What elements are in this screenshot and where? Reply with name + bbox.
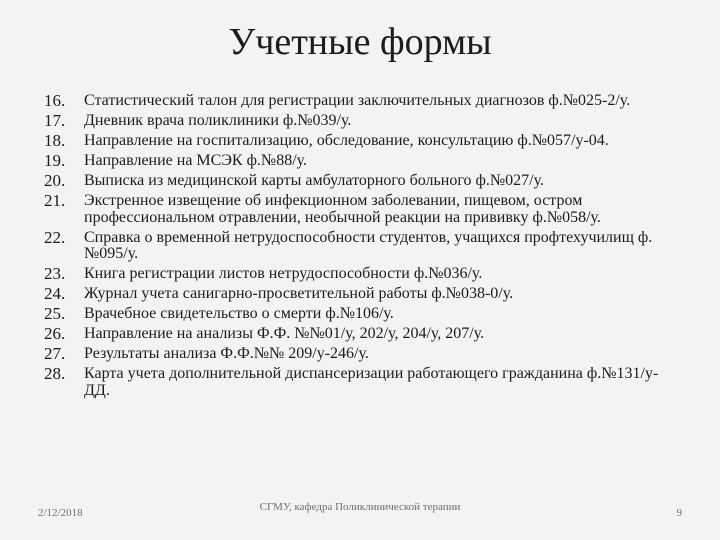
item-number: 26. — [44, 324, 66, 344]
list-item — [44, 286, 684, 303]
item-number: 19. — [44, 150, 66, 170]
item-number: 25. — [44, 304, 66, 324]
list-item — [44, 150, 684, 170]
item-text: Направление на МСЭК ф.№88/у. — [84, 151, 308, 169]
slide-title: Учетные формы — [228, 21, 492, 63]
item-text: Направление на анализы Ф.Ф. №№01/у, 202/у, 204/у, 207/у. — [84, 325, 485, 343]
list-item — [44, 326, 684, 343]
item-number: 27. — [44, 344, 66, 364]
item-text: Книга регистрации листов нетрудоспособности ф.№036/у. — [84, 265, 483, 283]
item-number: 17. — [44, 110, 66, 130]
item-text: Направление на госпитализацию, обследование, консультацию ф.№057/у-04. — [84, 131, 609, 149]
item-number: 24. — [44, 284, 66, 304]
item-number: 20. — [44, 170, 66, 190]
item-number: 21. — [44, 190, 66, 210]
list-item — [44, 227, 684, 263]
forms-list — [44, 93, 684, 403]
item-text: Дневник врача поликлиники ф.№039/у. — [84, 111, 352, 129]
item-number: 16. — [44, 91, 66, 110]
footer-department: СГМУ, кафедра Поликлинической терапии — [259, 501, 461, 513]
list-item — [44, 366, 684, 399]
list-item — [44, 190, 684, 226]
item-text: Результаты анализа Ф.Ф.№№ 209/у-246/у. — [84, 345, 369, 363]
item-text: Статистический талон для регистрации заключительных диагнозов ф.№025-2/у. — [84, 92, 631, 109]
list-item — [44, 110, 684, 130]
item-number: 28. — [44, 364, 66, 383]
item-text: Журнал учета санигарно-просветительной работы ф.№038-0/у. — [84, 285, 514, 303]
item-number: 23. — [44, 264, 66, 284]
item-text: Выписка из медицинской карты амбулаторного больного ф.№027/у. — [84, 171, 545, 189]
list-item — [44, 306, 684, 323]
list-item — [44, 266, 684, 283]
item-number: 22. — [44, 227, 66, 247]
item-text: Экстренное извещение об инфекционном заболевании, пищевом, остром профессиональном отравлении, необычной реакции на прививку ф.№058/у. — [84, 191, 601, 226]
list-item — [44, 346, 684, 363]
footer-page-number: 9 — [676, 507, 682, 519]
footer-date: 2/12/2018 — [38, 507, 83, 519]
list-item — [44, 93, 684, 110]
item-text: Справка о временной нетрудоспособности студентов, учащихся профтехучилищ ф.№095/у. — [84, 228, 653, 263]
item-text: Врачебное свидетельство о смерти ф.№106/у. — [84, 305, 394, 323]
item-number: 18. — [44, 130, 66, 150]
list-item — [44, 170, 684, 190]
item-text: Карта учета дополнительной диспансеризации работающего гражданина ф.№131/у-ДД. — [84, 365, 659, 399]
list-item — [44, 130, 684, 150]
